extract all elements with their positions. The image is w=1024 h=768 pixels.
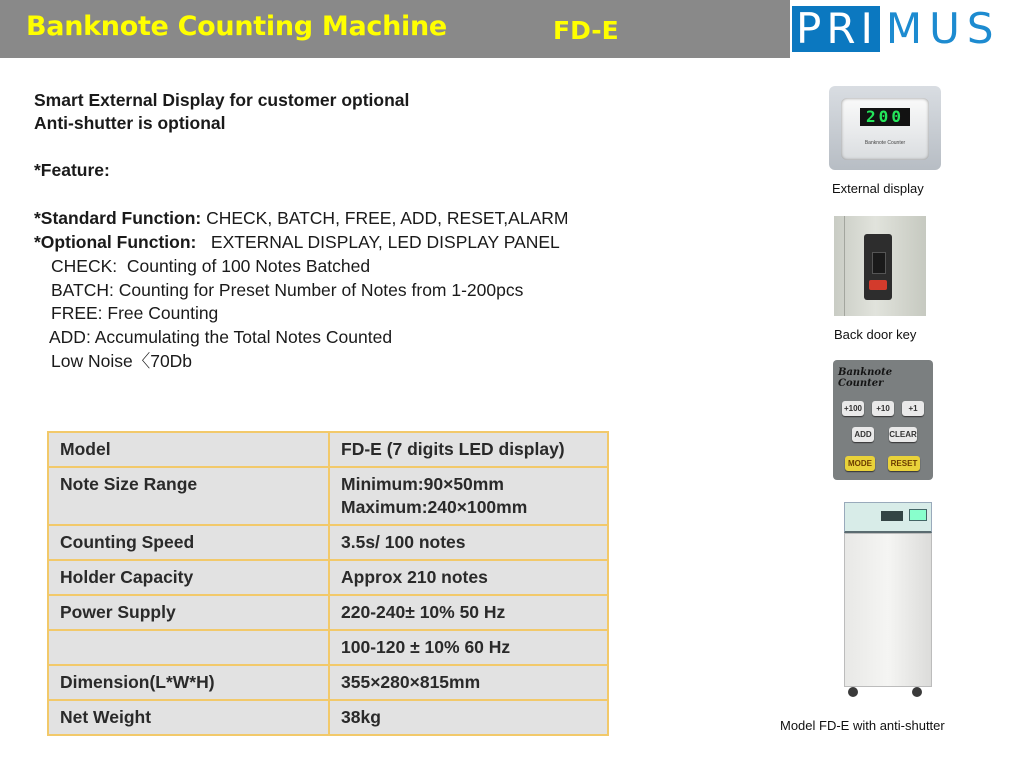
spec-value <box>329 467 608 525</box>
display-panel <box>841 98 929 160</box>
intro-line-2: Anti-shutter is optional <box>34 113 226 133</box>
machine-caption: Model FD-E with anti-shutter <box>780 718 945 733</box>
machine-photo <box>834 497 934 705</box>
display-label: Banknote Counter <box>864 140 906 146</box>
spec-label: Counting Speed <box>48 525 329 560</box>
table-row <box>48 595 608 630</box>
external-display-caption: External display <box>832 181 924 196</box>
door-seam <box>844 216 845 316</box>
back-door-photo <box>834 216 926 316</box>
feature-heading: *Feature: <box>34 160 110 180</box>
machine-slot <box>881 511 903 521</box>
primus-logo <box>792 6 1001 52</box>
table-row <box>48 665 608 700</box>
key-tag <box>869 280 887 290</box>
machine-top <box>844 502 932 533</box>
spec-label <box>48 630 329 665</box>
table-row <box>48 560 608 595</box>
table-row <box>48 700 608 735</box>
spec-label: Net Weight <box>48 700 329 735</box>
spec-value: 100-120 ± 10% 60 Hz <box>329 630 608 665</box>
machine-screen <box>909 509 927 521</box>
intro-line-1: Smart External Display for customer optional <box>34 90 410 110</box>
keypad-title: Banknote Counter <box>838 367 893 389</box>
key-clear: CLEAR <box>889 427 917 442</box>
table-row <box>48 467 608 525</box>
function-detail-free: FREE: Free Counting <box>51 303 219 323</box>
lock-plate <box>864 234 892 300</box>
spec-value: 38kg <box>329 700 608 735</box>
spec-table <box>47 431 609 736</box>
function-detail-batch: BATCH: Counting for Preset Number of Notes from 1-200pcs <box>51 280 524 300</box>
function-detail-check: CHECK: Counting of 100 Notes Batched <box>51 256 371 276</box>
external-display-photo <box>829 86 941 170</box>
key-plus-100: +100 <box>842 401 864 416</box>
led-readout: 200 <box>860 108 910 126</box>
spec-label: Holder Capacity <box>48 560 329 595</box>
function-detail-add: ADD: Accumulating the Total Notes Counted <box>49 327 393 347</box>
standard-function <box>34 207 568 229</box>
table-row <box>48 432 608 467</box>
spec-value: FD-E (7 digits LED display) <box>329 432 608 467</box>
key-add: ADD <box>852 427 874 442</box>
table-row <box>48 525 608 560</box>
model-label: FD-E <box>553 16 619 45</box>
key-mode: MODE <box>845 456 875 471</box>
keypad-photo <box>833 360 933 480</box>
spec-label: Model <box>48 432 329 467</box>
optional-function-label: *Optional Function: <box>34 232 197 252</box>
optional-function-value: EXTERNAL DISPLAY, LED DISPLAY PANEL <box>196 232 560 252</box>
table-row <box>48 630 608 665</box>
logo-rest-text: MUS <box>885 4 1001 53</box>
spec-value: 220-240± 10% 50 Hz <box>329 595 608 630</box>
key-reset: RESET <box>888 456 920 471</box>
function-detail-noise: Low Noise〈70Db <box>51 351 193 371</box>
spec-label: Dimension(L*W*H) <box>48 665 329 700</box>
spec-value: 3.5s/ 100 notes <box>329 525 608 560</box>
machine-wheel <box>848 687 858 697</box>
standard-function-value: CHECK, BATCH, FREE, ADD, RESET,ALARM <box>201 208 569 228</box>
key-plus-10: +10 <box>872 401 894 416</box>
spec-label: Power Supply <box>48 595 329 630</box>
spec-value: 355×280×815mm <box>329 665 608 700</box>
page-title: Banknote Counting Machine <box>26 11 447 42</box>
spec-label: Note Size Range <box>48 467 329 525</box>
machine-cabinet <box>844 533 932 687</box>
back-door-caption: Back door key <box>834 327 917 342</box>
machine-wheel <box>912 687 922 697</box>
key-plus-1: +1 <box>902 401 924 416</box>
spec-value-min: Minimum:90×50mm <box>341 474 504 494</box>
optional-function <box>34 231 560 253</box>
header-bar <box>0 0 790 58</box>
spec-value: Approx 210 notes <box>329 560 608 595</box>
standard-function-label: *Standard Function: <box>34 208 202 228</box>
spec-value-max: Maximum:240×100mm <box>341 497 528 517</box>
logo-box-text: PRI <box>792 6 880 52</box>
